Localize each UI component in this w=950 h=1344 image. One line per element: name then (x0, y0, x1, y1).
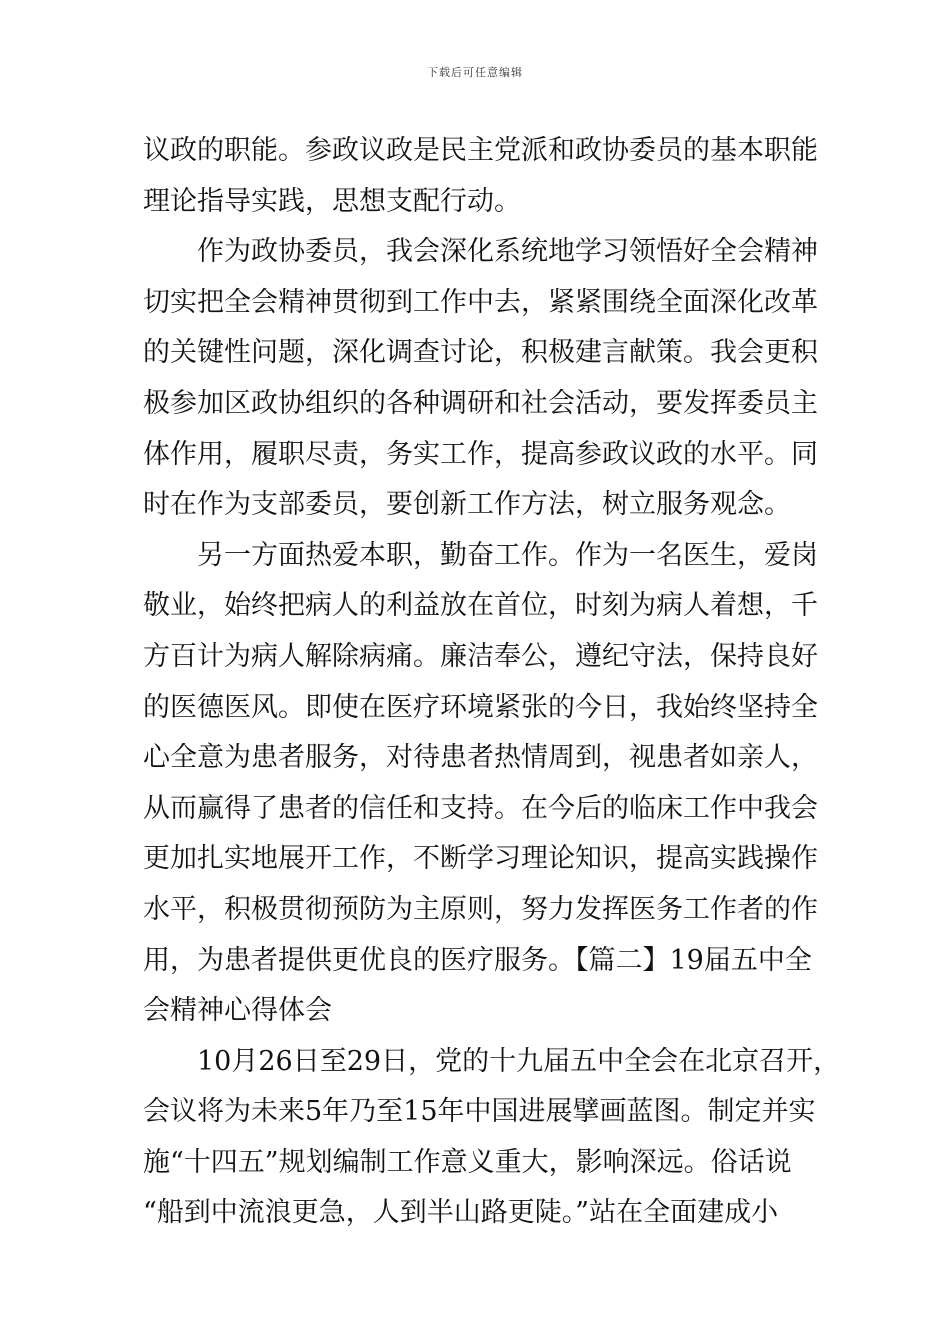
text-line: 切实把全会精神贯彻到工作中去，紧紧围绕全面深化改革 (143, 286, 818, 318)
text-line: 方百计为病人解除病痛。廉洁奉公，遵纪守法，保持良好 (143, 640, 818, 672)
text-line: 议政的职能。参政议政是民主党派和政协委员的基本职能 (143, 135, 818, 166)
text-line: 会精神心得体会 (143, 995, 332, 1027)
paragraph-start-line: 另一方面热爱本职，勤奋工作。作为一名医生，爱岗 (197, 539, 818, 571)
text-line: 施“十四五”规划编制工作意义重大，影响深远。俗话说 (143, 1146, 792, 1178)
text-line: 敬业，始终把病人的利益放在首位，时刻为病人着想，千 (143, 590, 818, 622)
text-line: 从而赢得了患者的信任和支持。在今后的临床工作中我会 (143, 792, 818, 824)
text-line: 心全意为患者服务，对待患者热情周到，视患者如亲人， (143, 742, 818, 774)
text-line: “船到中流浪更急，人到半山路更陡。”站在全面建成小 (143, 1197, 779, 1229)
text-line: 时在作为支部委员，要创新工作方法，树立服务观念。 (143, 489, 791, 521)
text-line: 用，为患者提供更优良的医疗服务。【篇二】19届五中全 (143, 944, 812, 976)
paragraph-start-line: 10月26日至29日，党的十九届五中全会在北京召开， (197, 1045, 841, 1077)
text-line: 会议将为未来5年乃至15年中国进展擘画蓝图。制定并实 (143, 1096, 816, 1128)
text-line: 的关键性问题，深化调查讨论，积极建言献策。我会更积 (143, 337, 818, 369)
text-line: 体作用，履职尽责，务实工作，提高参政议政的水平。同 (143, 438, 818, 470)
paragraph-start-line: 作为政协委员，我会深化系统地学习领悟好全会精神 (197, 236, 818, 268)
page-header: 下载后可任意编辑 (427, 66, 523, 79)
text-line: 水平，积极贯彻预防为主原则，努力发挥医务工作者的作 (143, 893, 818, 925)
text-line: 理论指导实践，思想支配行动。 (143, 185, 521, 217)
document-body (143, 126, 841, 1239)
text-line: 的医德医风。即使在医疗环境紧张的今日，我始终坚持全 (143, 691, 818, 723)
text-line: 更加扎实地展开工作，不断学习理论知识，提高实践操作 (143, 843, 818, 875)
text-line: 极参加区政协组织的各种调研和社会活动，要发挥委员主 (143, 387, 818, 419)
